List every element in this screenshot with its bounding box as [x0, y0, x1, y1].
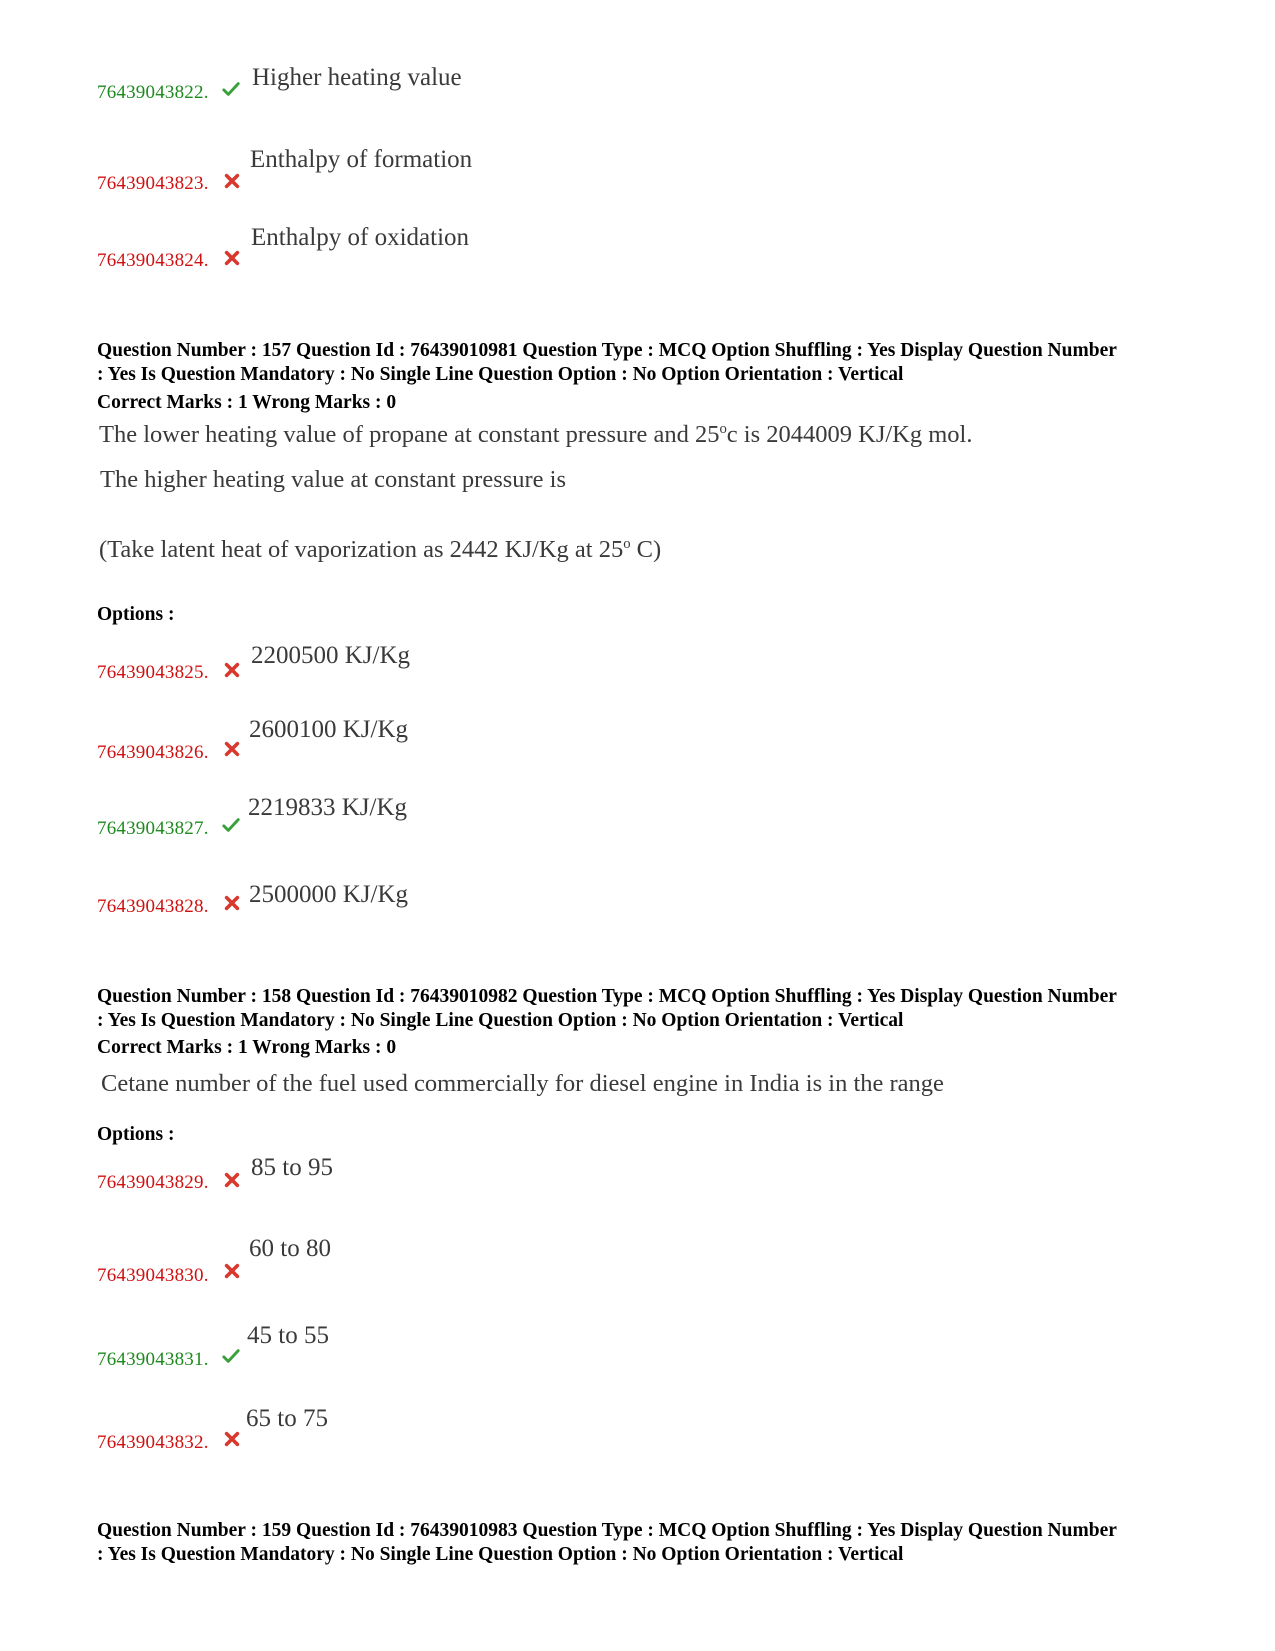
meta-line: : Yes Is Question Mandatory : No Single Line Question Option : No Option Orientation : Vertical [97, 1010, 904, 1031]
text-part: C) [630, 536, 662, 564]
superscript: o [623, 536, 631, 552]
question-meta [97, 985, 1197, 1033]
option-text: Higher heating value [252, 64, 462, 91]
text-part: c is 2044009 KJ/Kg mol. [726, 421, 973, 449]
option-id: 76439043828. [97, 896, 209, 917]
meta-line: Question Number : 157 Question Id : 76439010981 Question Type : MCQ Option Shuffling : Yes Display Question Number [97, 340, 1117, 361]
check-icon [222, 80, 240, 98]
question-text [99, 536, 661, 564]
option-text: 2200500 KJ/Kg [251, 642, 411, 669]
check-icon [222, 816, 240, 834]
question-meta [97, 339, 1197, 387]
option-id: 76439043829. [97, 1172, 209, 1193]
question-text: The higher heating value at constant pressure is [100, 466, 567, 493]
cross-icon [223, 172, 241, 190]
text-part: (Take latent heat of vaporization as 2442 KJ/Kg at 25 [99, 536, 624, 564]
option-id: 76439043827. [97, 818, 209, 839]
options-label: Options : [97, 1124, 175, 1145]
meta-line: : Yes Is Question Mandatory : No Single Line Question Option : No Option Orientation : Vertical [97, 364, 904, 385]
option-text: 2600100 KJ/Kg [249, 716, 409, 743]
option-text: 45 to 55 [247, 1322, 329, 1349]
cross-icon [223, 1430, 241, 1448]
option-text: Enthalpy of formation [250, 146, 473, 173]
option-id: 76439043832. [97, 1432, 209, 1453]
superscript: o [719, 421, 727, 437]
cross-icon [223, 894, 241, 912]
question-marks: Correct Marks : 1 Wrong Marks : 0 [97, 392, 397, 413]
option-id: 76439043822. [97, 82, 209, 103]
meta-line: : Yes Is Question Mandatory : No Single Line Question Option : No Option Orientation : Vertical [97, 1544, 904, 1565]
option-id: 76439043826. [97, 742, 209, 763]
cross-icon [223, 1262, 241, 1280]
option-text: Enthalpy of oxidation [251, 224, 470, 251]
question-meta [97, 1519, 1197, 1567]
options-label: Options : [97, 604, 175, 625]
text-part: The lower heating value of propane at constant pressure and 25 [99, 421, 720, 449]
cross-icon [223, 249, 241, 267]
option-id: 76439043824. [97, 250, 209, 271]
option-id: 76439043830. [97, 1265, 209, 1286]
option-text: 2219833 KJ/Kg [248, 794, 408, 821]
option-id: 76439043823. [97, 173, 209, 194]
meta-line: Question Number : 159 Question Id : 76439010983 Question Type : MCQ Option Shuffling : Yes Display Question Number [97, 1520, 1117, 1541]
option-text: 85 to 95 [251, 1154, 333, 1181]
cross-icon [223, 1171, 241, 1189]
option-text: 2500000 KJ/Kg [249, 881, 409, 908]
question-marks: Correct Marks : 1 Wrong Marks : 0 [97, 1037, 397, 1058]
option-text: 60 to 80 [249, 1235, 331, 1262]
meta-line: Question Number : 158 Question Id : 76439010982 Question Type : MCQ Option Shuffling : Yes Display Question Number [97, 986, 1117, 1007]
check-icon [222, 1347, 240, 1365]
cross-icon [223, 661, 241, 679]
option-text: 65 to 75 [246, 1405, 328, 1432]
question-text: Cetane number of the fuel used commercially for diesel engine in India is in the range [101, 1070, 944, 1097]
option-id: 76439043825. [97, 662, 209, 683]
option-id: 76439043831. [97, 1349, 209, 1370]
cross-icon [223, 740, 241, 758]
question-text [99, 421, 972, 449]
